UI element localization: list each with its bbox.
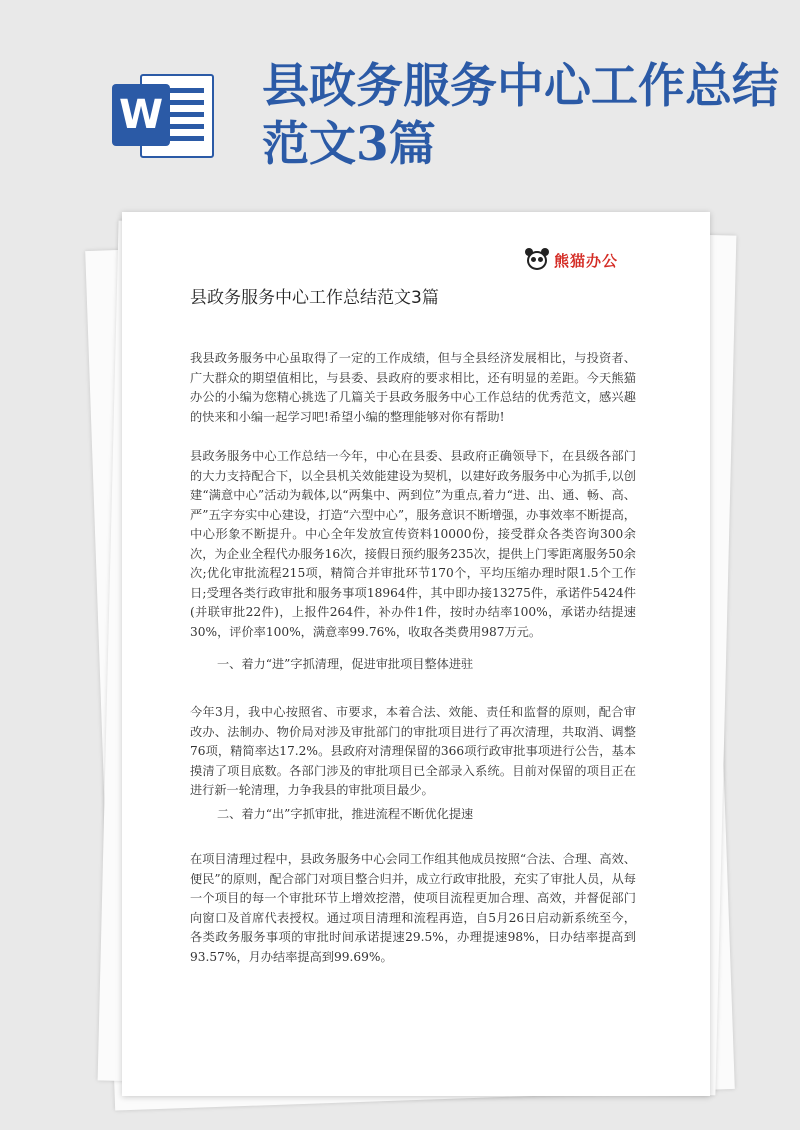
brand-name: 熊猫办公 [554, 251, 619, 270]
page-title: 县政务服务中心工作总结范文3篇 [262, 59, 779, 172]
intro-paragraph: 我县政务服务中心虽取得了一定的工作成绩，但与全县经济发展相比，与投资者、广大群众的期望值相比，与县委、县政府的要求相比，还有明显的差距。今天熊猫办公的小编为您精心挑选了几篇关于县政务服务中心工作总结的优秀范文，感兴趣的快来和小编一起学习吧!希望小编的整理能够对你有帮助! [190, 351, 636, 424]
document-title: 县政务服务中心工作总结范文3篇 [190, 288, 439, 308]
panda-icon [524, 248, 550, 272]
section-heading: 一、着力“进”字抓清理，促进审批项目整体进驻 [217, 657, 474, 671]
section-heading: 二、着力“出”字抓审批，推进流程不断优化提速 [217, 807, 474, 821]
body-paragraph: 县政务服务中心工作总结一今年，中心在县委、县政府正确领导下，在县级各部门的大力支持配合下，以全县机关效能建设为契机，以建好政务服务中心为抓手,以创建“满意中心”活动为载体,以“两集中、两到位”为重点,着力“进、出、通、畅、高、严”五字夯实中心建设，打造“六型中心”，服务意识不断增强，办事效率不断提高，中心形象不断提升。中心全年发放宣传资料10000份，接受群众各类咨询300余次，为企业全程代办服务16次，接假日预约服务235次，提供上门零距离服务50余次;优化审批流程215项，精简合并审批环节170个，平均压缩办理时限1.5个工作日;受理各类行政审批和服务事项18964件，其中即办接13275件，承诺件5424件(并联审批22件)，上报件264件，补办件1件，按时办结率100%，承诺办结提速30%，评价率100%，满意率99.76%，收取各类费用987万元。 [190, 449, 636, 639]
text-line-icon [164, 124, 204, 129]
text-line-icon [164, 88, 204, 93]
word-letter-badge: W [112, 84, 170, 146]
brand-logo [524, 246, 618, 274]
text-line-icon [164, 112, 204, 117]
body-paragraph: 在项目清理过程中，县政务服务中心会同工作组其他成员按照“合法、合理、高效、便民”的原则，配合部门对项目整合归并，成立行政审批股，充实了审批人员，从每一个项目的每一个审批环节上增效挖潜，使项目流程更加合理、高效，并督促部门向窗口及首席代表授权。通过项目清理和流程再造，自5月26日启动新系统至今，各类政务服务事项的审批时间承诺提速29.5%，办理提速98%，日办结率提高到93.57%，月办结率提高到99.69%。 [190, 852, 636, 964]
text-line-icon [164, 100, 204, 105]
word-icon [112, 66, 216, 164]
body-paragraph: 今年3月，我中心按照省、市要求，本着合法、效能、责任和监督的原则，配合审改办、法制办、物价局对涉及审批部门的审批项目进行了再次清理，共取消、调整76项，精简率达17.2%。县政府对清理保留的366项行政审批事项进行公告，基本摸清了项目底数。各部门涉及的审批项目已全部录入系统。目前对保留的项目正在进行新一轮清理，力争我县的审批项目最少。 [190, 705, 636, 797]
text-line-icon [164, 136, 204, 141]
